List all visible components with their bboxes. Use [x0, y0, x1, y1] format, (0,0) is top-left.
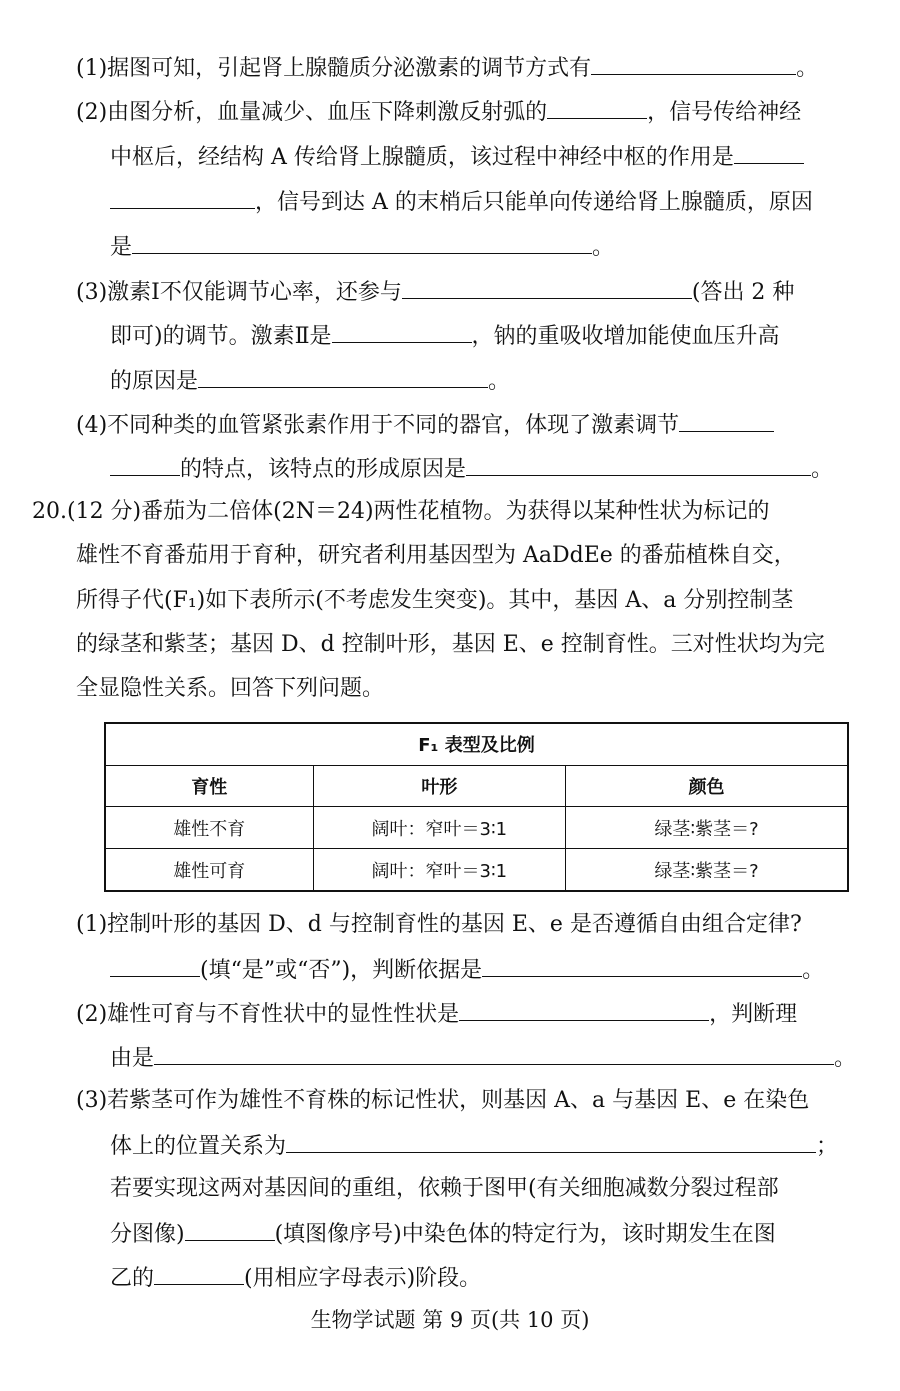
q19-p2-line1: (2)由图分析，血量减少、血压下降刺激反射弧的 ，信号传给神经	[76, 96, 900, 128]
table-title: F₁ 表型及比例	[105, 723, 848, 765]
q19-p4-line1: (4)不同种类的血管紧张素作用于不同的器官，体现了激素调节	[76, 409, 900, 441]
table-row	[105, 807, 848, 849]
answer-blank[interactable]	[110, 186, 255, 209]
table-row	[105, 849, 848, 891]
q19-p2-line3: ，信号到达 A 的末梢后只能单向传递给肾上腺髓质，原因	[110, 186, 900, 218]
answer-blank[interactable]	[154, 1042, 834, 1065]
q20-p1-line2: (填“是”或“否”)，判断依据是 。	[110, 954, 900, 986]
table-cell: 阔叶：窄叶＝3∶1	[313, 849, 566, 891]
q20-p1-line1: (1)控制叶形的基因 D、d 与控制育性的基因 E、e 是否遵循自由组合定律?	[76, 912, 802, 937]
q19-p1-line1: (1)据图可知，引起肾上腺髓质分泌激素的调节方式有 。	[76, 52, 900, 84]
answer-blank[interactable]	[459, 998, 709, 1021]
q20-intro-line3: 所得子代(F₁)如下表所示(不考虑发生突变)。其中，基因 A、a 分别控制茎	[76, 588, 794, 613]
f1-phenotype-table	[104, 722, 849, 892]
q19-p2-line4: 是 。	[110, 231, 900, 263]
answer-blank[interactable]	[734, 141, 804, 164]
answer-blank[interactable]	[402, 276, 692, 299]
answer-blank[interactable]	[132, 231, 592, 254]
answer-blank[interactable]	[547, 96, 647, 119]
answer-blank[interactable]	[679, 409, 774, 432]
q20-p3-line1: (3)若紫茎可作为雄性不育株的标记性状，则基因 A、a 与基因 E、e 在染色	[76, 1088, 810, 1113]
q20-p2-line1: (2)雄性可育与不育性状中的显性性状是 ，判断理	[76, 998, 900, 1030]
q20-p3-line4: 分图像) (填图像序号)中染色体的特定行为，该时期发生在图	[110, 1218, 900, 1250]
table-cell: 绿茎∶紫茎＝?	[566, 807, 848, 849]
page-footer: 生物学试题 第 9 页(共 10 页)	[310, 1308, 590, 1332]
answer-blank[interactable]	[185, 1218, 275, 1241]
table-header: 叶形	[313, 765, 566, 807]
q20-intro-line4: 的绿茎和紫茎；基因 D、d 控制叶形，基因 E、e 控制育性。三对性状均为完	[76, 632, 825, 657]
q19-p3-line3: 的原因是 。	[110, 365, 900, 397]
answer-blank[interactable]	[466, 453, 811, 476]
answer-blank[interactable]	[286, 1130, 816, 1153]
q20-p2-line2: 由是 。	[110, 1042, 900, 1074]
q19-p4-line2: 的特点，该特点的形成原因是 。	[110, 453, 900, 485]
q20-p3-line3: 若要实现这两对基因间的重组，依赖于图甲(有关细胞减数分裂过程部	[110, 1176, 779, 1201]
answer-blank[interactable]	[198, 365, 488, 388]
q19-p2-line2: 中枢后，经结构 A 传给肾上腺髓质，该过程中神经中枢的作用是	[110, 141, 900, 173]
table-cell: 雄性不育	[105, 807, 313, 849]
q19-p3-line2: 即可)的调节。激素Ⅱ是 ，钠的重吸收增加能使血压升高	[110, 320, 900, 352]
q19-p1-text: (1)据图可知，引起肾上腺髓质分泌激素的调节方式有	[76, 56, 592, 81]
q20-intro-line1: 20.(12 分)番茄为二倍体(2N＝24)两性花植物。为获得以某种性状为标记的	[32, 499, 770, 524]
answer-blank[interactable]	[154, 1262, 244, 1285]
table-header: 颜色	[566, 765, 848, 807]
q20-p3-line2: 体上的位置关系为 ；	[110, 1130, 900, 1162]
q20-intro-line2: 雄性不育番茄用于育种，研究者利用基因型为 AaDdEe 的番茄植株自交，	[76, 543, 796, 568]
table-header: 育性	[105, 765, 313, 807]
table-cell: 绿茎∶紫茎＝?	[566, 849, 848, 891]
q19-p3-line1: (3)激素Ⅰ不仅能调节心率，还参与 (答出 2 种	[76, 276, 900, 308]
answer-blank[interactable]	[110, 453, 180, 476]
answer-blank[interactable]	[482, 954, 802, 977]
answer-blank[interactable]	[110, 954, 200, 977]
table-cell: 雄性可育	[105, 849, 313, 891]
answer-blank[interactable]	[332, 320, 472, 343]
answer-blank[interactable]	[591, 52, 796, 75]
table-cell: 阔叶：窄叶＝3∶1	[313, 807, 566, 849]
q20-intro-line5: 全显隐性关系。回答下列问题。	[76, 676, 385, 701]
q20-p3-line5: 乙的 (用相应字母表示)阶段。	[110, 1262, 900, 1294]
